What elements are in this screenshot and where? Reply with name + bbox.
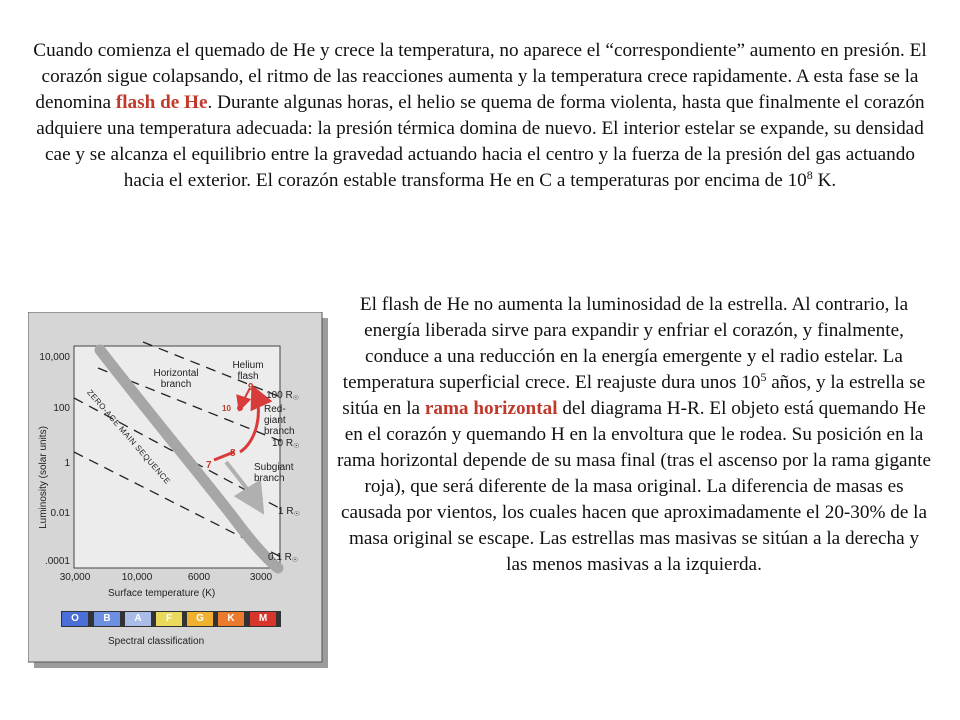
point-7: 7 xyxy=(206,460,212,471)
exponent-8: 8 xyxy=(806,168,813,182)
spectral-label: Spectral classification xyxy=(108,636,205,647)
horizontal-branch-term: rama horizontal xyxy=(424,398,558,419)
point-8: 8 xyxy=(230,448,236,459)
spectral-class-b: B xyxy=(94,612,120,626)
y-tick-001: 0.01 xyxy=(50,508,70,519)
intro-text-2: . Durante algunas horas, el helio se quema de forma violenta, hasta que finalmente el corazón adquiere una temperatura adecuada: la presión térmica domina de nuevo. El interior estelar se expande, su densidad cae y se alcanza el equilibrio entre la gravedad actuando hacia el centro y la fuerza de la presión del gas actuando hacia el exterior. El corazón estable transforma He en C a temperaturas por encima de 10 xyxy=(36,92,925,191)
intro-text-3: K. xyxy=(812,170,837,191)
intro-paragraph xyxy=(30,38,930,194)
radius-label-100: 100 $R_☉$ xyxy=(266,390,299,402)
y-tick-1: 1 xyxy=(64,458,70,469)
point-10-dot xyxy=(237,405,243,411)
spectral-class-g: G xyxy=(187,612,213,626)
point-10: 10 xyxy=(222,404,231,413)
hr-diagram xyxy=(28,312,328,668)
point-9: 9 xyxy=(248,382,254,393)
subgiant-label: Subgiant branch xyxy=(254,462,294,484)
horizontal-branch-label: Horizontal branch xyxy=(153,368,199,390)
y-tick-100: 100 xyxy=(53,403,70,414)
flash-text-3: del diagrama H-R. El objeto está quemando He en el corazón y quemando H en la envoltura que le rodea. Su posición en la rama horizontal depende de su masa final (tras el ascenso por la rama gigante roja), que será diferente de la masa original. La diferencia de masas es causada por vientos, los cuales hacen que aproximadamente el 20-30% de la masa original se escape. Las estrellas mas masivas se sitúan a la derecha y las menos masivas a la izquierda. xyxy=(336,398,932,575)
helium-flash-label: Helium flash xyxy=(232,360,264,382)
radius-label-1: 1 $R_☉$ xyxy=(278,506,300,518)
main-sequence-label: ZERO-AGE MAIN SEQUENCE xyxy=(85,388,173,487)
helium-flash-term: flash de He xyxy=(115,92,208,113)
x-axis-label: Surface temperature (K) xyxy=(108,588,216,599)
y-tick-00001: .0001 xyxy=(44,556,70,567)
spectral-class-k: K xyxy=(218,612,244,626)
intro-text-1: Cuando comienza el quemado de He y crece la temperatura, no aparece el “correspondiente” aumento en presión. El corazón sigue colapsando, el ritmo de las reacciones aumenta y la temperatura crece rapidamente. A esta fase se la denomina xyxy=(33,40,927,113)
spectral-class-m: M xyxy=(250,612,276,626)
exponent-5: 5 xyxy=(760,370,767,384)
red-giant-label: Red-giant branch xyxy=(264,404,295,437)
spectral-class-f: F xyxy=(156,612,182,626)
flash-text-2: años, y la estrella se sitúa en la xyxy=(342,372,926,419)
x-tick-30000: 30,000 xyxy=(59,572,91,583)
flash-paragraph xyxy=(336,292,932,578)
y-axis-label: Luminosity (solar units) xyxy=(37,426,49,529)
x-tick-3000: 3000 xyxy=(249,572,273,583)
flash-text-1: El flash de He no aumenta la luminosidad de la estrella. Al contrario, la energía liberada sirve para expandir y enfriar el corazón, y finalmente, conduce a una reducción en la energía emergente y el radio estelar. La temperatura superficial crece. El reajuste dura unos 10 xyxy=(342,294,909,393)
x-tick-6000: 6000 xyxy=(187,572,211,583)
spectral-class-a: A xyxy=(125,612,151,626)
radius-label-10: 10 $R_☉$ xyxy=(272,438,300,450)
radius-label-01: 0.1 $R_☉$ xyxy=(268,552,299,564)
x-tick-10000: 10,000 xyxy=(121,572,153,583)
y-tick-10000: 10,000 xyxy=(39,352,70,363)
spectral-class-o: O xyxy=(62,612,88,626)
